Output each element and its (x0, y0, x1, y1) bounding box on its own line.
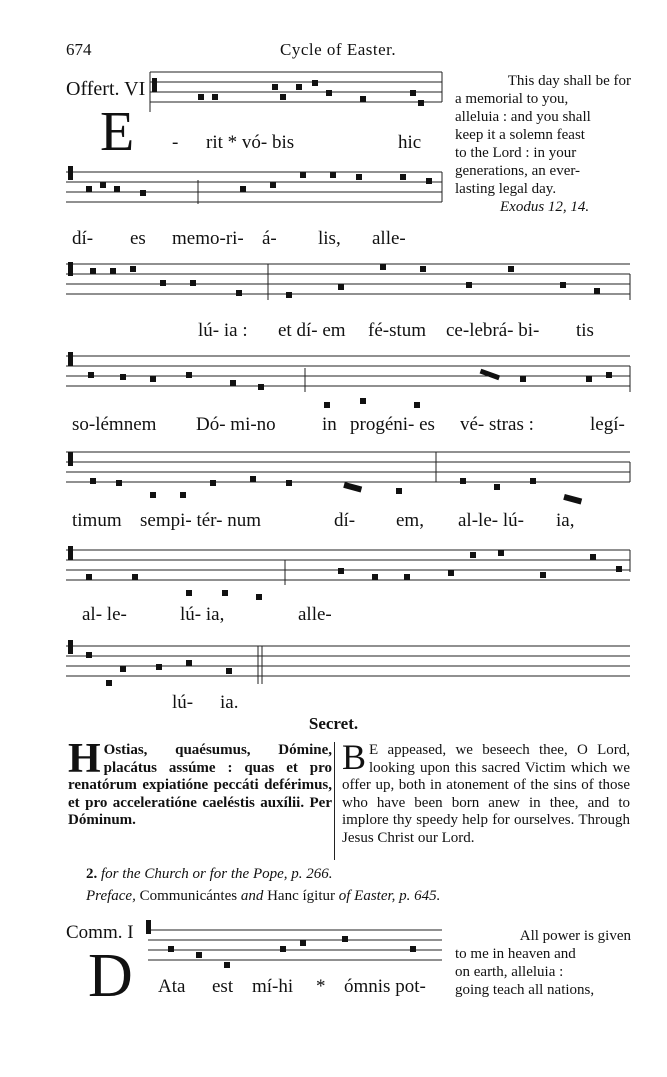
lyric-3-b: et dí- em (278, 320, 346, 341)
staff-6 (66, 550, 630, 585)
communion-label: Comm. I (66, 922, 134, 943)
note-preface: Preface, (86, 888, 136, 904)
comm-lyric-b: est (212, 976, 234, 997)
staff-1 (150, 72, 442, 112)
lyric-5-b: sempi- tér- num (140, 510, 261, 531)
offertory-translation-line-5: to the Lord : in your (455, 145, 577, 161)
secret-title: Secret. (308, 714, 359, 733)
lyric-4-e: vé- stras : (460, 414, 534, 435)
secret-latin-initial: H (68, 736, 101, 782)
lyric-6-a: al- le- (82, 604, 127, 625)
lyric-2-c: memo-ri- (172, 228, 244, 249)
secret-english-initial: B (342, 737, 367, 777)
offertory-reference: Exodus 12, 14. (500, 199, 590, 215)
page-title: Cycle of Easter. (280, 40, 397, 59)
secret-english-text: E appeased, we beseech thee, O Lord, looking upon this sacred Victim which we offer up, both in atonement of the sins of those who have been born anew in thee, and to implore thy speedy help for ourselves. Through Jesus Christ our Lord. (342, 742, 630, 846)
page-number: 674 (66, 40, 92, 59)
offertory-translation-line-7: lasting legal day. (455, 181, 557, 197)
lyric-5-e: al-le- lú- (458, 510, 524, 531)
offertory-translation-line-2: a memorial to you, (455, 91, 569, 107)
lyric-4-d: progéni- es (350, 414, 435, 435)
note-easter: of Easter, p. 645. (338, 888, 441, 904)
staff-communion (148, 930, 442, 960)
note-line-2 (86, 888, 440, 905)
column-divider (334, 742, 335, 860)
offertory-translation-line-4: keep it a solemn feast (455, 127, 585, 143)
lyric-7-b: ia. (220, 692, 239, 713)
lyric-3-d: ce-lebrá- bi- (446, 320, 540, 341)
communion-initial: D (88, 942, 133, 1010)
comm-lyric-d: * (316, 976, 326, 997)
lyric-5-a: timum (72, 510, 122, 531)
staff-2 (66, 172, 442, 204)
lyric-6-c: alle- (298, 604, 332, 625)
lyric-6-b: lú- ia, (180, 604, 225, 625)
secret-latin-text: Ostias, quaésumus, Dómine, placátus assúme : quas et pro renatórum expiatióne peccáti deférimus, et pro acceleratióne caeléstis auxílii. Per Dóminum. (68, 742, 332, 829)
comm-lyric-e: ómnis pot- (344, 976, 426, 997)
lyric-4-c: in (322, 414, 337, 435)
offertory-initial: E (100, 101, 135, 163)
lyric-1-a: - (172, 132, 179, 153)
lyric-3-c: fé-stum (368, 320, 427, 341)
communion-translation-line-1: All power is given (519, 928, 631, 944)
communion-translation-line-2: to me in heaven and (455, 946, 576, 962)
lyric-2-d: á- (262, 228, 277, 249)
lyric-2-b: es (130, 228, 146, 249)
note-number: 2. (86, 866, 98, 882)
lyric-3-e: tis (576, 320, 594, 341)
lyric-1-b: rit * vó- bis (206, 132, 295, 153)
staff-4 (66, 356, 630, 392)
lyric-3-a: lú- ia : (198, 320, 248, 341)
lyric-4-b: Dó- mi-no (196, 414, 276, 435)
offertory-label: Offert. VI (66, 78, 146, 100)
note-and: and (240, 888, 264, 904)
comm-lyric-c: mí-hi (252, 976, 294, 997)
note-communicantes: Communicántes (139, 888, 238, 904)
comm-lyric-a: Ata (158, 976, 186, 997)
note-hanc-igitur: Hanc ígitur (267, 888, 335, 904)
communion-translation-line-3: on earth, alleluia : (455, 964, 564, 980)
staff-5 (66, 452, 630, 482)
lyric-5-f: ia, (556, 510, 575, 531)
lyric-1-c: hic (398, 132, 422, 153)
secret-english (342, 737, 630, 848)
staff-7 (66, 646, 630, 684)
lyric-4-a: so-lémnem (72, 414, 157, 435)
lyric-5-c: dí- (334, 510, 356, 531)
offertory-translation-line-6: generations, an ever- (455, 163, 581, 179)
note-line-1 (86, 866, 333, 883)
lyric-2-e: lis, (318, 228, 341, 249)
lyric-7-a: lú- (172, 692, 194, 713)
lyric-4-f: legí- (590, 414, 625, 435)
lyric-2-a: dí- (72, 228, 94, 249)
lyric-2-f: alle- (372, 228, 406, 249)
communion-translation-line-4: going teach all nations, (455, 982, 595, 998)
offertory-translation-line-1: This day shall be for (507, 73, 631, 89)
secret-latin (68, 736, 332, 830)
note-text-1: for the Church or for the Pope, p. 266. (101, 866, 333, 882)
staff-3 (66, 264, 630, 300)
lyric-5-d: em, (396, 510, 424, 531)
offertory-translation-line-3: alleluia : and you shall (455, 109, 591, 125)
